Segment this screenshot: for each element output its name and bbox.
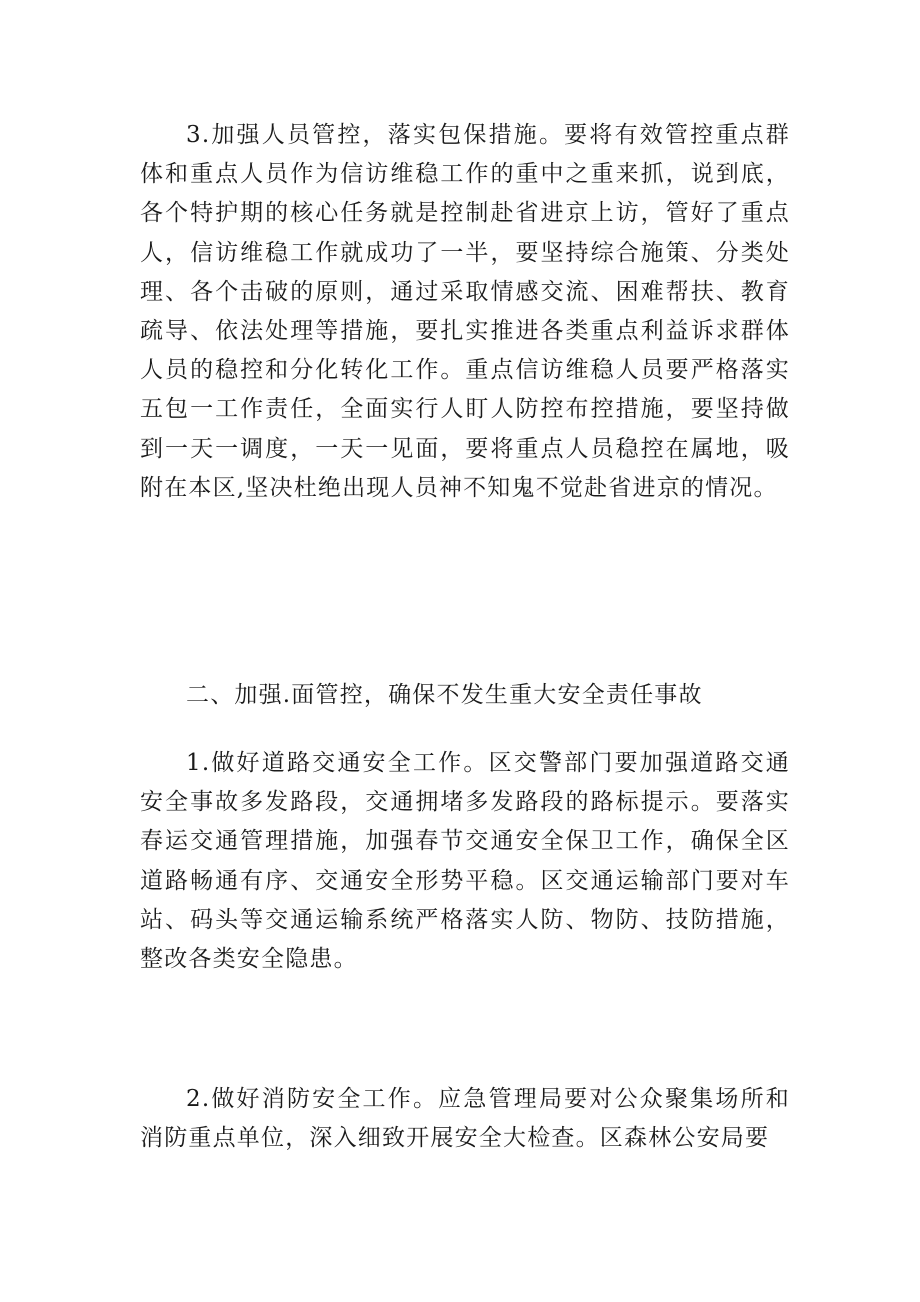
paragraph-personnel-control: 3.加强人员管控，落实包保措施。要将有效管控重点群体和重点人员作为信访维稳工作的重中之重来抓，说到底，各个特护期的核心任务就是控制赴省进京上访，管好了重点人，信访维稳工作就成功了一半，要坚持综合施策、分类处理、各个击破的原则，通过采取情感交流、困难帮扶、教育疏导、依法处理等措施，要扎实推进各类重点利益诉求群体人员的稳控和分化转化工作。重点信访维稳人员要严格落实五包一工作责任，全面实行人盯人防控布控措施，要坚持做到一天一调度，一天一见面，要将重点人员稳控在属地，吸附在本区,坚决杜绝出现人员神不知鬼不觉赴省进京的情况。 <box>140 122 790 501</box>
section-heading-safety: 二、加强.面管控，确保不发生重大安全责任事故 <box>186 682 703 708</box>
paragraph-fire-safety: 2.做好消防安全工作。应急管理局要对公众聚集场所和消防重点单位，深入细致开展安全大检查。区森林公安局要 <box>140 1086 790 1152</box>
paragraph-road-traffic-safety: 1.做好道路交通安全工作。区交警部门要加强道路交通安全事故多发路段，交通拥堵多发路段的路标提示。要落实春运交通管理措施，加强春节交通安全保卫工作，确保全区道路畅通有序、交通安全形势平稳。区交通运输部门要对车站、码头等交通运输系统严格落实人防、物防、技防措施，整改各类安全隐患。 <box>140 750 790 973</box>
